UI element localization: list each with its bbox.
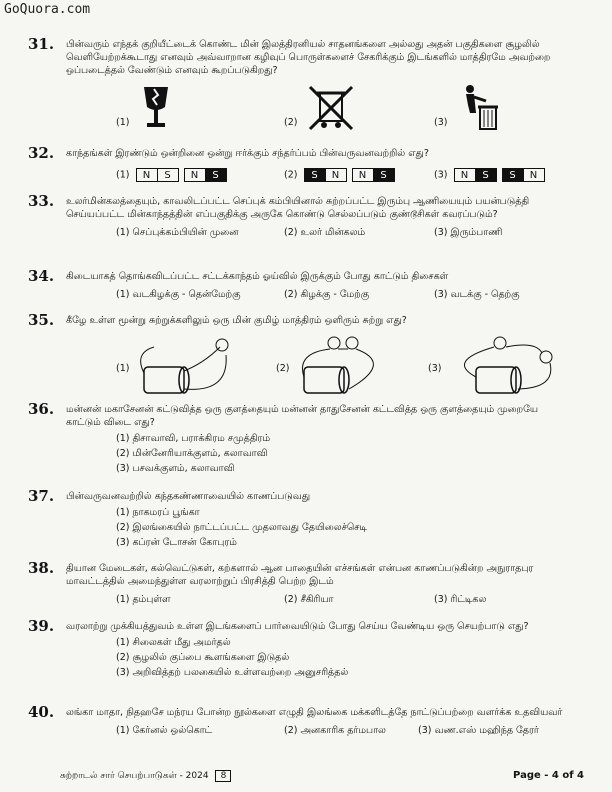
question-text: காந்தங்கள் இரண்டும் ஒன்றினை ஒன்று ஈர்க்கும் சந்தர்ப்பம் பின்வருவனவற்றில் எது? bbox=[66, 148, 429, 159]
option-3: (3) bbox=[428, 363, 442, 374]
question-number: 39. bbox=[28, 617, 55, 635]
option-2: (2) bbox=[276, 363, 290, 374]
question-number: 38. bbox=[28, 559, 55, 577]
pole: N bbox=[523, 168, 545, 182]
circuit-diagram-2 bbox=[294, 333, 404, 399]
option-1: (1) திசாவாவி, பராக்கிரம சமுத்திரம் bbox=[116, 433, 271, 444]
question-text: கிடையாகத் தொங்கவிடப்பட்ட சட்டக்காந்தம் ஓய்வில் இருக்கும் போது காட்டும் திசைகள் bbox=[66, 271, 449, 282]
question-number: 34. bbox=[28, 267, 55, 285]
question-text: கீழே உள்ள மூன்று சுற்றுக்களிலும் ஒரு மின் குமிழ் மாத்திரம் ஒளிரும் சுற்று எது? bbox=[66, 315, 407, 326]
question-text: உலர்மின்கலத்தையும், காவலிடப்பட்ட செப்புக் கம்பியினால் சுற்றப்பட்ட இரும்பு ஆணியையும் பயன்படுத்தி செய்யப்பட்ட மின்காந்தத்தின் எப்பகுதிக்கு அருகே கொண்டு செல்லப்படும் குண்டூசிகள் கவரப்படும்? bbox=[66, 196, 530, 220]
question-number: 36. bbox=[28, 400, 55, 418]
pole: N bbox=[136, 168, 158, 182]
question-text: தியான மேடைகள், கல்வெட்டுகள், கற்களால் ஆன பாதையின் எச்சங்கள் என்பன காணப்படுகின்ற அநுராதபுர மாவட்டத்தில் அமைந்துள்ள வரலாற்றுப் பிரசித்தி பெற்ற இடம் bbox=[66, 563, 534, 587]
footer-subject: சுற்றாடல் சார் செயற்பாடுகள் - 2024 bbox=[60, 771, 209, 781]
question-36 bbox=[28, 400, 566, 475]
option-2: (2) சீகிரியா bbox=[284, 594, 334, 605]
option-label: (3) bbox=[434, 169, 448, 181]
question-number: 32. bbox=[28, 144, 55, 162]
option-3: (3) கப்ரன் டோசன் கோபுரம் bbox=[116, 537, 237, 548]
option-label: (2) bbox=[284, 169, 298, 181]
option-1: (1) கேர்னல் ஒல்கொட் bbox=[116, 725, 213, 736]
question-number: 33. bbox=[28, 192, 55, 210]
watermark: GoQuora.com bbox=[4, 2, 91, 17]
pole: N bbox=[454, 168, 476, 182]
option-2: (2) இலங்கையில் நாட்டப்பட்ட முதலாவது தேயிலைச்செடி bbox=[116, 522, 368, 533]
pole: S bbox=[475, 168, 497, 182]
option-2: (2) அனகாரிக தர்மபால bbox=[284, 725, 386, 736]
question-text: லங்கா மாதா, நிதஹசே மந்ரய போன்ற நூல்களை எழுதி இலங்கை மக்களிடத்தே நாட்டுப்பற்றை வளர்க்க உதவியவர் bbox=[66, 707, 563, 718]
pole: N bbox=[352, 168, 374, 182]
question-number: 31. bbox=[28, 35, 55, 53]
pole: S bbox=[157, 168, 179, 182]
fragile-glass-icon bbox=[138, 85, 174, 131]
question-39 bbox=[28, 617, 566, 679]
option-1 bbox=[116, 168, 226, 182]
option-3: (3) இரும்பாணி bbox=[434, 227, 503, 238]
option-1: (1) நாகமரப் பூங்கா bbox=[116, 507, 200, 518]
option-1: (1) வடகிழக்கு - தென்மேற்கு bbox=[116, 289, 241, 300]
question-number: 35. bbox=[28, 311, 55, 329]
option-2: (2) சூழலில் குப்பை கூளங்களை இடுதல் bbox=[116, 652, 290, 663]
pole: S bbox=[205, 168, 227, 182]
footer bbox=[60, 770, 231, 782]
circuit-diagram-3 bbox=[446, 333, 566, 399]
question-number: 40. bbox=[28, 703, 55, 721]
crossed-bin-icon bbox=[306, 83, 356, 133]
pole: S bbox=[373, 168, 395, 182]
magnet-pair-1 bbox=[136, 168, 226, 182]
pole: N bbox=[325, 168, 347, 182]
option-label: (1) bbox=[116, 169, 130, 181]
option-2: (2) மின்னேரியாக்குளம், கலாவாவி bbox=[116, 448, 268, 459]
option-3: (3) bbox=[434, 117, 448, 128]
option-2: (2) உலர் மின்கலம் bbox=[284, 227, 366, 238]
magnet-pair-3 bbox=[454, 168, 544, 182]
option-1: (1) செப்புக்கம்பியின் முனை bbox=[116, 227, 239, 238]
page-number: Page - 4 of 4 bbox=[513, 770, 584, 781]
question-text: பின்வருவனவற்றில் கந்தகண்ணாவையில் காணப்படுவது bbox=[66, 491, 311, 502]
option-1: (1) சிலைகள் மீது அமர்தல் bbox=[116, 637, 231, 648]
pole: S bbox=[502, 168, 524, 182]
option-1: (1) bbox=[116, 117, 130, 128]
tidyman-bin-icon bbox=[456, 83, 502, 133]
question-33 bbox=[28, 192, 566, 241]
question-38 bbox=[28, 559, 566, 608]
question-text: பின்வரும் எந்தக் குறியீட்டைக் கொண்ட மின் இலத்திரனியல் சாதனங்களை அல்லது அதன் பகுதிகளை சூழலில் வெளியேற்றக்கூடாது எனவும் அவ்வாறான கழிவுப் பொருள்களைச் சேகரிக்கும் இடங்களில் மாத்திரமே அவற்றை ஒப்படைத்தல் வேண்டும் எனவும் கூறப்படுகிறது? bbox=[66, 39, 551, 76]
magnet-pair-2 bbox=[304, 168, 394, 182]
option-3 bbox=[434, 168, 544, 182]
question-34 bbox=[28, 267, 566, 303]
option-1: (1) தம்புள்ள bbox=[116, 594, 171, 605]
option-3: (3) பசவக்குளம், கலாவாவி bbox=[116, 463, 235, 474]
question-text: வரலாற்று முக்கியத்துவம் உள்ள இடங்களைப் பார்வையிடும் போது செய்ய வேண்டிய ஒரு செயற்பாடு எது? bbox=[66, 621, 529, 632]
option-3: (3) ரிட்டிகல bbox=[434, 594, 487, 605]
question-32 bbox=[28, 144, 566, 184]
question-40 bbox=[28, 703, 566, 739]
grade-box: 8 bbox=[215, 770, 231, 782]
pole: S bbox=[304, 168, 326, 182]
question-37 bbox=[28, 487, 566, 549]
option-1: (1) bbox=[116, 363, 130, 374]
question-number: 37. bbox=[28, 487, 55, 505]
option-3: (3) வடக்கு - தெற்கு bbox=[434, 289, 520, 300]
option-3: (3) வண.எஸ் மஹிந்த தேரர் bbox=[418, 725, 539, 736]
question-text: மன்னன் மகாசேனன் கட்டுவித்த ஒரு குளத்தையும் மன்னன் தாதுசேனன் கட்டவித்த ஒரு குளத்தையும் முறையே காட்டும் விடை எது? bbox=[66, 404, 539, 428]
question-35 bbox=[28, 311, 566, 399]
option-2: (2) bbox=[284, 117, 298, 128]
option-2 bbox=[284, 168, 394, 182]
option-2: (2) கிழக்கு - மேற்கு bbox=[284, 289, 370, 300]
pole: N bbox=[184, 168, 206, 182]
option-3: (3) அறிவித்தற் பலகையில் உள்ளவற்றை அனுசரித்தல் bbox=[116, 667, 349, 678]
circuit-diagram-1 bbox=[134, 333, 244, 399]
question-31 bbox=[28, 35, 566, 133]
